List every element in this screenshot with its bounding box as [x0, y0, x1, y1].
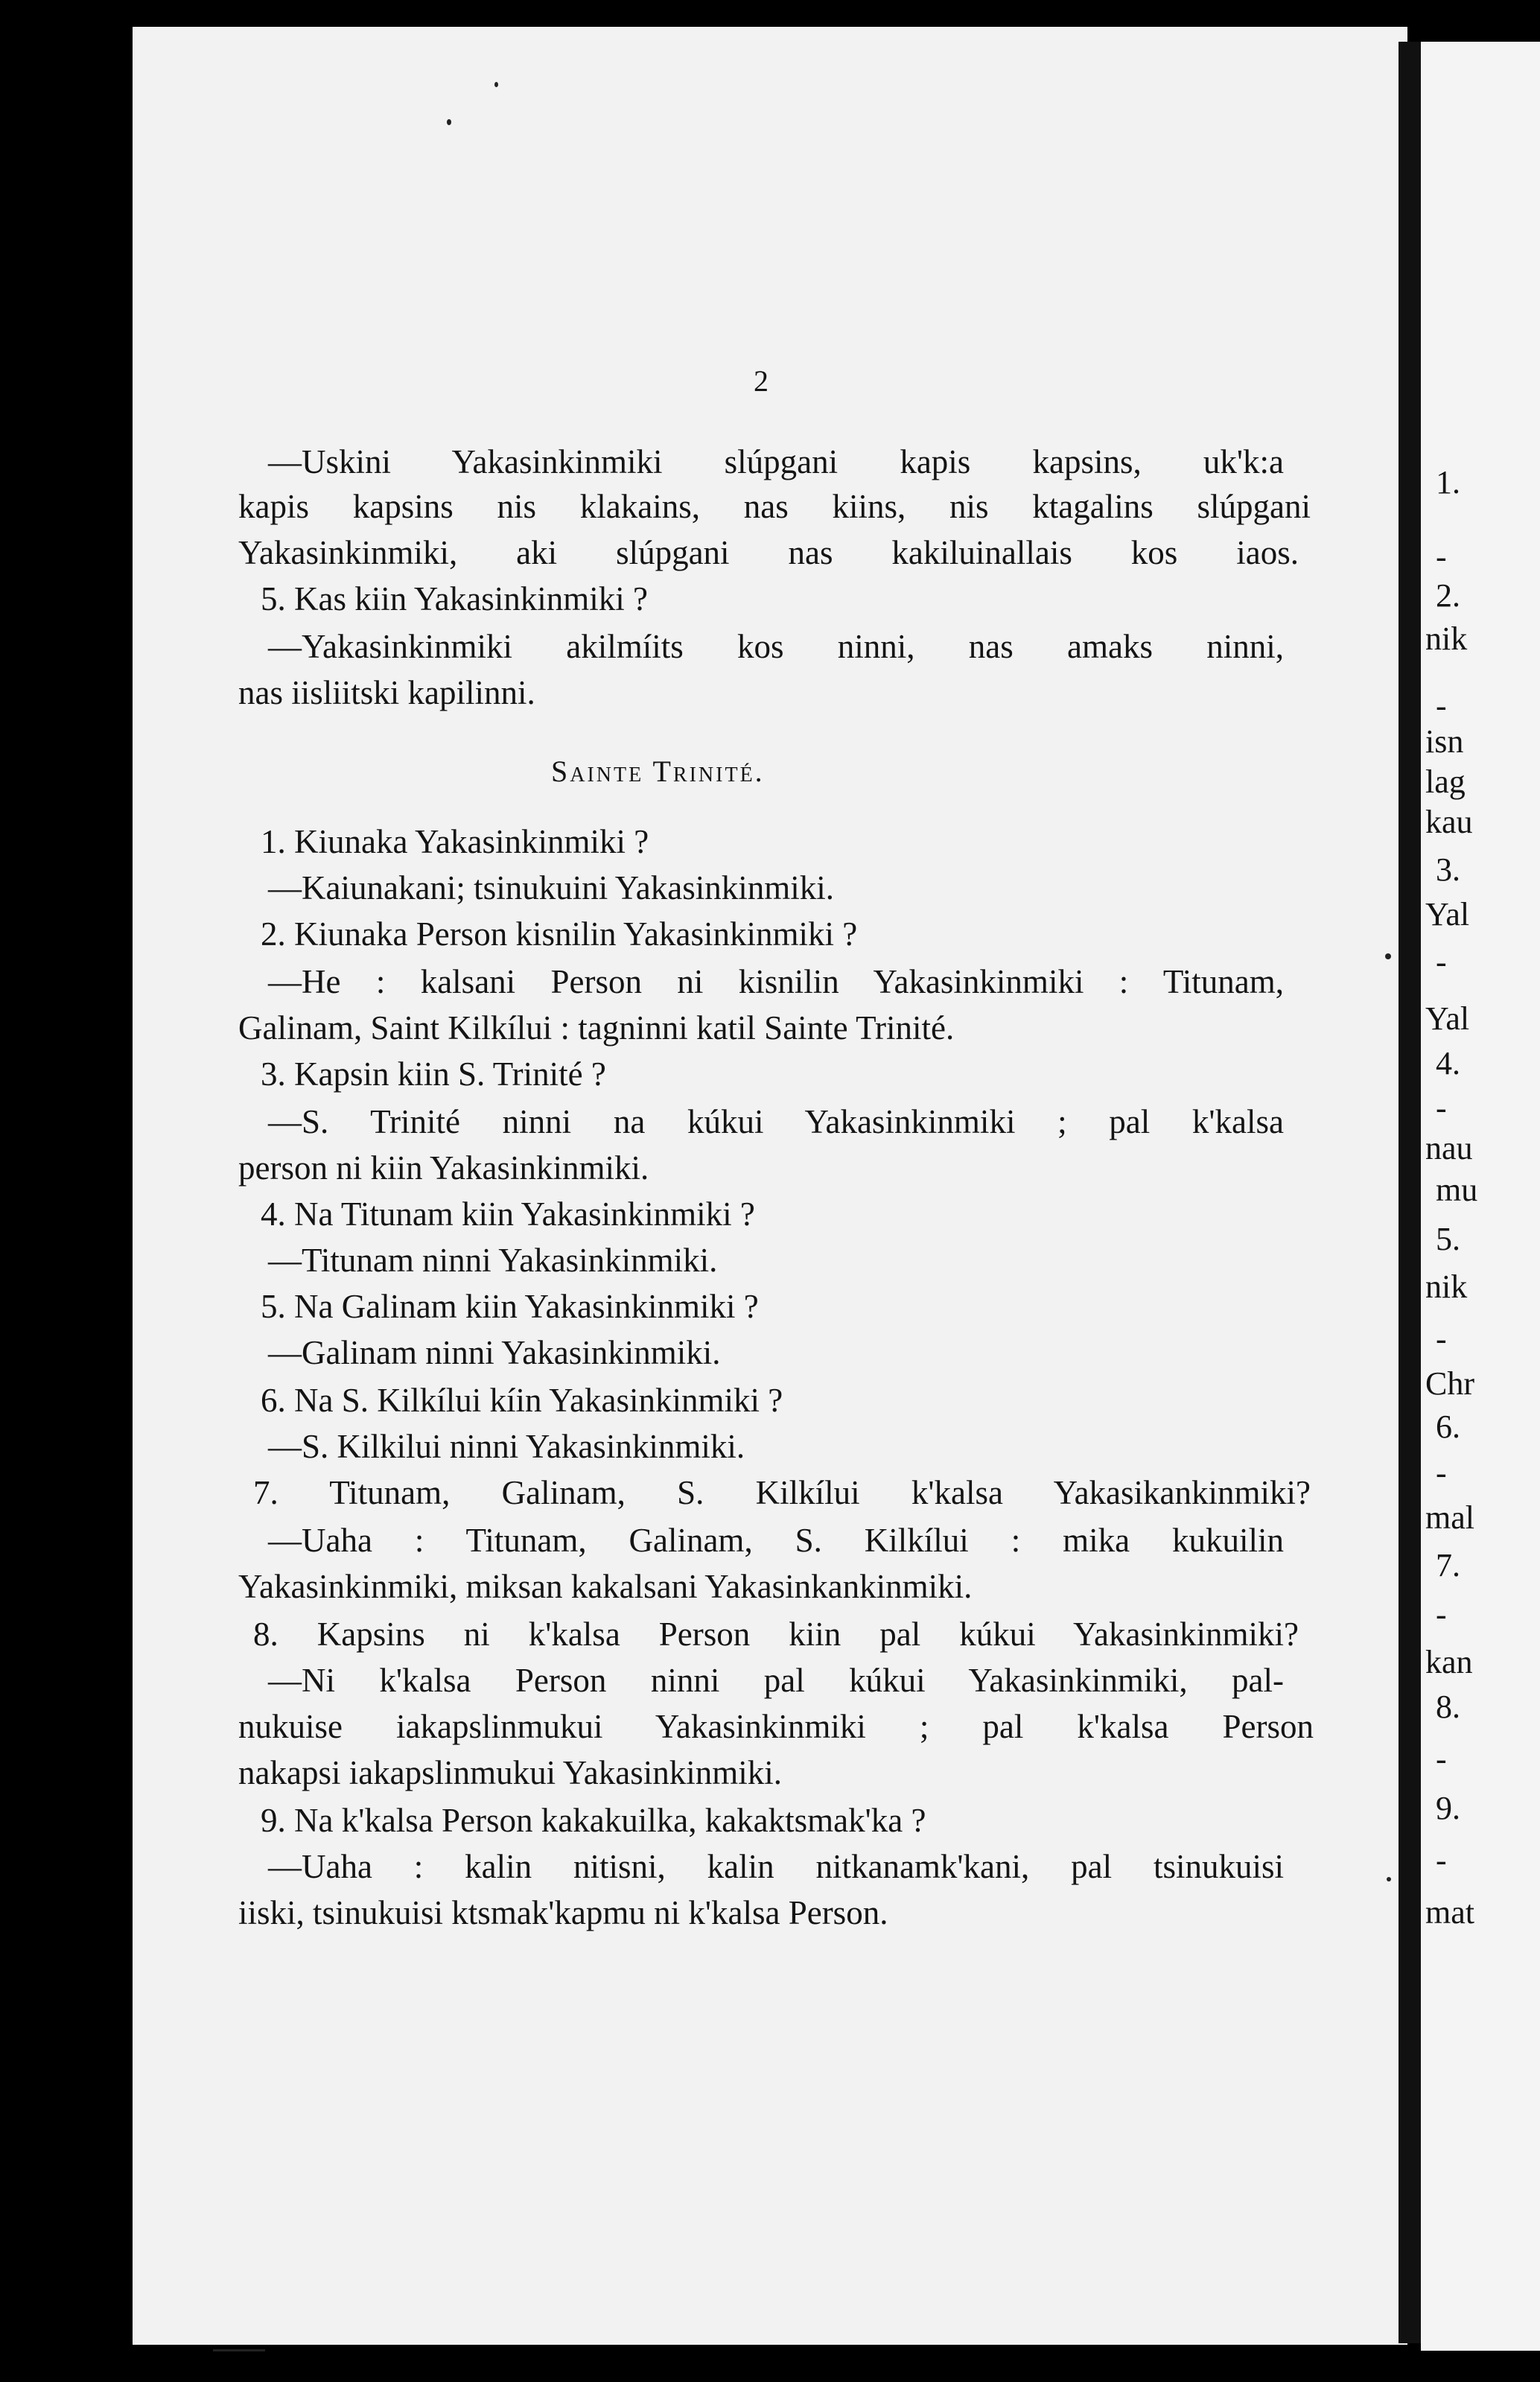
scan-speck [447, 119, 451, 125]
scan-speck [1385, 953, 1391, 959]
facing-page-line: 7. [1436, 1547, 1460, 1584]
facing-page-line: - [1436, 1090, 1447, 1126]
scan-speck [213, 2349, 265, 2351]
body-line: —He : kalsani Person ni kisnilin Yakasinkinmiki : Titunam, [268, 963, 1284, 1000]
facing-page-line: - [1436, 687, 1447, 724]
facing-page-line: 4. [1436, 1045, 1460, 1082]
body-line: —S. Trinité ninni na kúkui Yakasinkinmiki ; pal k'kalsa [268, 1103, 1284, 1140]
body-line: —Titunam ninni Yakasinkinmiki. [268, 1242, 718, 1279]
facing-page-line: - [1436, 1596, 1447, 1633]
facing-page-line: - [1436, 1741, 1447, 1777]
body-line: 6. Na S. Kilkílui kíin Yakasinkinmiki ? [261, 1382, 783, 1419]
facing-page-line: Yal [1425, 896, 1470, 933]
facing-page-line: - [1436, 944, 1447, 980]
facing-page-line: - [1436, 1455, 1447, 1491]
facing-page-line: 9. [1436, 1790, 1460, 1826]
body-line: —Ni k'kalsa Person ninni pal kúkui Yakasinkinmiki, pal- [268, 1662, 1284, 1699]
body-line: —S. Kilkilui ninni Yakasinkinmiki. [268, 1428, 745, 1465]
facing-page-line: - [1436, 1321, 1447, 1357]
body-line: —Kaiunakani; tsinukuini Yakasinkinmiki. [268, 869, 834, 906]
facing-page-line: nik [1425, 620, 1468, 657]
body-line: kapis kapsins nis klakains, nas kiins, nis ktagalins slúpgani [238, 488, 1311, 525]
body-line: 9. Na k'kalsa Person kakakuilka, kakaktsmak'ka ? [261, 1802, 926, 1839]
facing-page-line: 6. [1436, 1408, 1460, 1445]
facing-page-line: mat [1425, 1894, 1474, 1931]
body-line: 7. Titunam, Galinam, S. Kilkílui k'kalsa Yakasikankinmiki? [253, 1474, 1311, 1511]
facing-page-line: mu [1436, 1172, 1478, 1208]
section-heading: Sainte Trinité. [551, 755, 765, 788]
facing-page-line: isn [1425, 723, 1464, 760]
body-line: iiski, tsinukuisi ktsmak'kapmu ni k'kalsa Person. [238, 1894, 888, 1931]
scan-speck [1387, 1877, 1391, 1881]
body-line: nas iisliitski kapilinni. [238, 674, 535, 711]
facing-page-line: 8. [1436, 1689, 1460, 1725]
facing-page-line: - [1436, 1842, 1447, 1878]
body-line: 5. Na Galinam kiin Yakasinkinmiki ? [261, 1288, 759, 1325]
scan-speck [494, 82, 498, 87]
facing-page-line: 2. [1436, 577, 1460, 614]
facing-page-line: 3. [1436, 851, 1460, 888]
facing-page-line: 5. [1436, 1221, 1460, 1257]
facing-page-line: lag [1425, 763, 1466, 800]
body-line: nukuise iakapslinmukui Yakasinkinmiki ; pal k'kalsa Person [238, 1708, 1314, 1745]
body-line: Yakasinkinmiki, miksan kakalsani Yakasinkankinmiki. [238, 1568, 973, 1605]
body-line: nakapsi iakapslinmukui Yakasinkinmiki. [238, 1754, 782, 1791]
body-line: Yakasinkinmiki, aki slúpgani nas kakiluinallais kos iaos. [238, 534, 1299, 571]
body-line: —Uaha : Titunam, Galinam, S. Kilkílui : mika kukuilin [268, 1522, 1284, 1559]
body-line: Galinam, Saint Kilkílui : tagninni katil Sainte Trinité. [238, 1009, 955, 1047]
body-line: 3. Kapsin kiin S. Trinité ? [261, 1055, 606, 1093]
body-line: 5. Kas kiin Yakasinkinmiki ? [261, 580, 649, 617]
facing-page-line: 1. [1436, 464, 1460, 501]
facing-page-line: nau [1425, 1130, 1473, 1166]
body-line: 8. Kapsins ni k'kalsa Person kiin pal kúkui Yakasinkinmiki? [253, 1616, 1299, 1653]
facing-page-line: Chr [1425, 1365, 1474, 1402]
facing-page-line: kan [1425, 1644, 1473, 1680]
body-line: 1. Kiunaka Yakasinkinmiki ? [261, 823, 649, 860]
facing-page-line: - [1436, 539, 1447, 575]
facing-page-edge [1421, 42, 1540, 2351]
body-line: —Uskini Yakasinkinmiki slúpgani kapis kapsins, uk'k:a [268, 443, 1284, 480]
facing-page-line: mal [1425, 1499, 1474, 1536]
page-number: 2 [754, 364, 769, 398]
facing-page-line: Yal [1425, 1000, 1470, 1037]
body-line: 2. Kiunaka Person kisnilin Yakasinkinmiki ? [261, 915, 858, 953]
body-line: —Yakasinkinmiki akilmíits kos ninni, nas amaks ninni, [268, 628, 1284, 665]
body-line: —Uaha : kalin nitisni, kalin nitkanamk'kani, pal tsinukuisi [268, 1848, 1284, 1885]
book-gutter [1399, 42, 1421, 2343]
body-line: —Galinam ninni Yakasinkinmiki. [268, 1334, 721, 1371]
facing-page-line: nik [1425, 1268, 1468, 1305]
body-line: person ni kiin Yakasinkinmiki. [238, 1149, 649, 1187]
facing-page-line: kau [1425, 804, 1473, 840]
body-line: 4. Na Titunam kiin Yakasinkinmiki ? [261, 1195, 755, 1233]
